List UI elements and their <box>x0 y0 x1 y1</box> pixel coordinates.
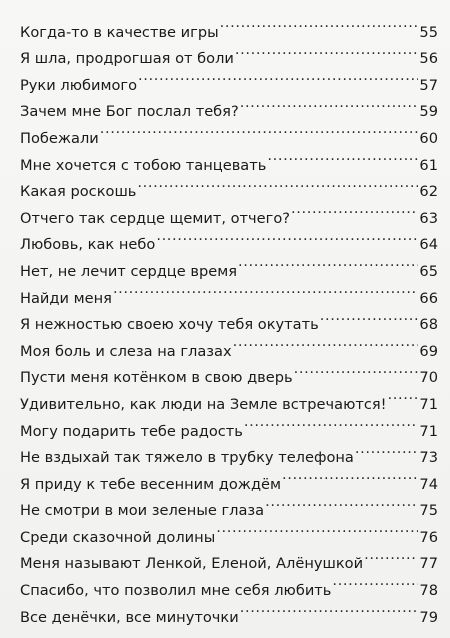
toc-entry-title: Руки любимого <box>20 76 138 94</box>
toc-entry-page: 73 <box>419 449 438 467</box>
dot-leader <box>264 489 418 516</box>
dot-leader <box>239 595 419 622</box>
toc-entry-title: Мне хочется с тобою танцевать <box>20 156 267 174</box>
toc-entry-title: Спасибо, что позволил мне себя любить <box>20 582 332 600</box>
dot-leader <box>266 143 418 170</box>
dot-leader <box>331 568 418 595</box>
toc-entry-title: Нет, не лечит сердце время <box>20 262 237 280</box>
toc-entry-page: 77 <box>419 555 438 573</box>
toc-entry <box>20 10 438 41</box>
dot-leader <box>290 196 418 223</box>
toc-entry-page: 60 <box>419 129 438 147</box>
toc-entry-page: 75 <box>419 502 438 520</box>
toc-entry-page: 59 <box>419 103 438 121</box>
toc-entry-title: Среди сказочной долины <box>20 528 216 546</box>
dot-leader <box>136 170 418 197</box>
dot-leader <box>215 515 418 542</box>
toc-entry-title: Когда-то в качестве игры <box>20 23 219 41</box>
toc-entry-title: Могу подарить тебе радость <box>20 422 243 440</box>
dot-leader <box>319 303 419 330</box>
dot-leader <box>219 10 419 37</box>
toc-entry-title: Я нежностью своею хочу тебя окутать <box>20 316 319 334</box>
dot-leader <box>354 436 419 463</box>
toc-entry-title: Любовь, как небо <box>20 236 156 254</box>
toc-entry-title: Меня называют Ленкой, Еленой, Алёнушкой <box>20 555 364 573</box>
dot-leader <box>293 356 419 383</box>
toc-entry-page: 56 <box>419 50 438 68</box>
toc-entry-page: 55 <box>419 23 438 41</box>
dot-leader <box>237 249 418 276</box>
toc-entry-title: Зачем мне Бог послал тебя? <box>20 103 239 121</box>
table-of-contents <box>20 10 438 626</box>
toc-entry-page: 57 <box>419 76 438 94</box>
toc-entry-title: Побежали <box>20 129 99 147</box>
dot-leader <box>363 542 418 569</box>
toc-entry-title: Найди меня <box>20 289 112 307</box>
dot-leader <box>243 409 419 436</box>
toc-entry-page: 66 <box>419 289 438 307</box>
toc-entry-title: Пусти меня котёнком в свою дверь <box>20 369 293 387</box>
toc-entry-page: 63 <box>419 209 438 227</box>
toc-entry-page: 70 <box>419 369 438 387</box>
toc-entry-page: 64 <box>419 236 438 254</box>
toc-entry-title: Все денёчки, все минуточки <box>20 608 239 626</box>
dot-leader <box>234 37 419 64</box>
toc-entry-title: Удивительно, как люди на Земле встречаются! <box>20 395 387 413</box>
toc-entry-page: 74 <box>419 475 438 493</box>
dot-leader <box>155 223 418 250</box>
toc-entry-page: 76 <box>419 528 438 546</box>
dot-leader <box>137 63 418 90</box>
toc-entry-title: Я приду к тебе весенним дождём <box>20 475 282 493</box>
toc-entry-page: 62 <box>419 183 438 201</box>
toc-entry-page: 65 <box>419 262 438 280</box>
dot-leader <box>239 90 419 117</box>
toc-entry-title: Моя боль и слеза на глазах <box>20 342 232 360</box>
toc-entry-page: 61 <box>419 156 438 174</box>
toc-entry-title: Отчего так сердце щемит, отчего? <box>20 209 290 227</box>
toc-entry-title: Какая роскошь <box>20 183 137 201</box>
toc-entry-page: 78 <box>419 582 438 600</box>
toc-entry-page: 71 <box>419 422 438 440</box>
dot-leader <box>387 382 419 409</box>
toc-entry-page: 79 <box>419 608 438 626</box>
dot-leader <box>99 116 419 143</box>
dot-leader <box>112 276 418 303</box>
toc-entry-title: Не смотри в мои зеленые глаза <box>20 502 265 520</box>
dot-leader <box>281 462 418 489</box>
toc-entry-page: 71 <box>419 395 438 413</box>
dot-leader <box>232 329 419 356</box>
toc-entry-page: 68 <box>419 316 438 334</box>
toc-entry-page: 69 <box>419 342 438 360</box>
toc-entry-title: Не вздыхай так тяжело в трубку телефона <box>20 449 354 467</box>
toc-entry-title: Я шла, продрогшая от боли <box>20 50 234 68</box>
